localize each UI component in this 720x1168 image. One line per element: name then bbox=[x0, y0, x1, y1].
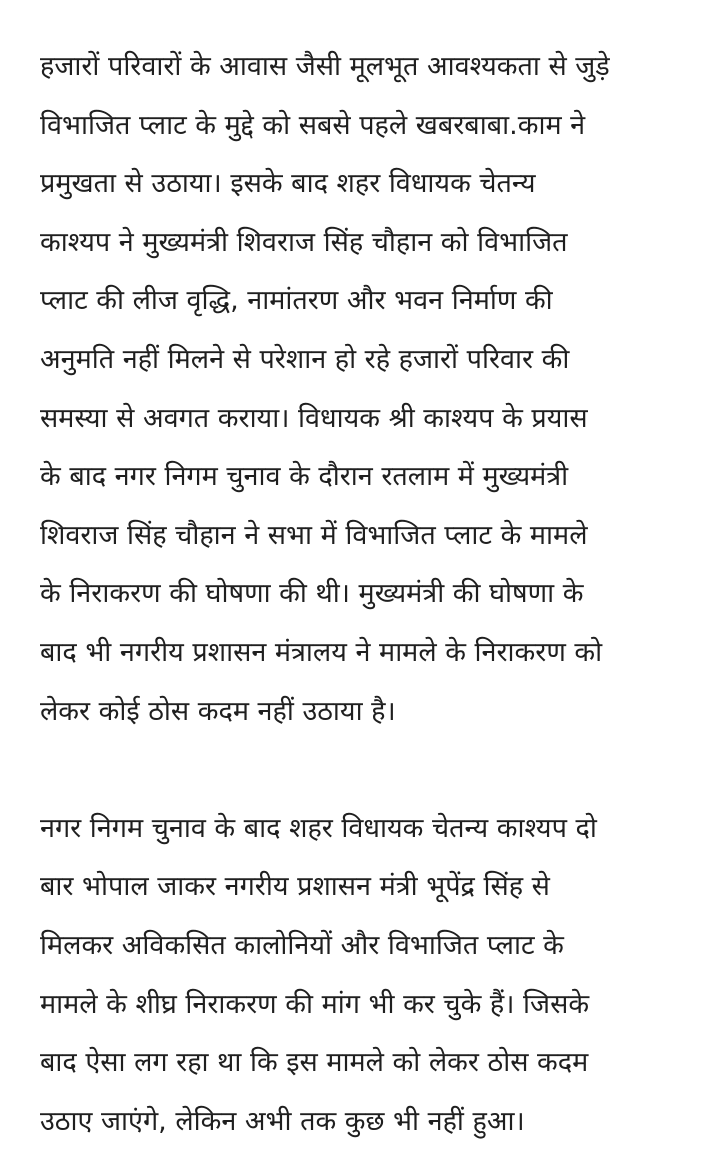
text-line: लेकर कोई ठोस कदम नहीं उठाया है। bbox=[40, 695, 396, 727]
text-line: बाद ऐसा लग रहा था कि इस मामले को लेकर ठोस कदम bbox=[40, 1047, 589, 1079]
text-line: नगर निगम चुनाव के बाद शहर विधायक चेतन्य काश्यप दो bbox=[40, 812, 597, 844]
text-line: मिलकर अविकसित कालोनियों और विभाजित प्लाट के bbox=[40, 929, 564, 961]
text-line: हजारों परिवारों के आवास जैसी मूलभूत आवश्यकता से जुड़े bbox=[40, 51, 610, 82]
paragraph-1 bbox=[40, 38, 690, 741]
paragraph-spacer bbox=[40, 741, 690, 800]
text-line: प्रमुखता से उठाया। इसके बाद शहर विधायक चेतन्य bbox=[40, 168, 536, 200]
text-line: विभाजित प्लाट के मुद्दे को सबसे पहले खबरबाबा.काम ने bbox=[40, 109, 586, 141]
text-line: शिवराज सिंह चौहान ने सभा में विभाजित प्लाट के मामले bbox=[40, 519, 588, 551]
paragraph-2 bbox=[40, 800, 690, 1152]
text-line: काश्यप ने मुख्यमंत्री शिवराज सिंह चौहान को विभाजित bbox=[40, 226, 568, 258]
text-line: के बाद नगर निगम चुनाव के दौरान रतलाम में मुख्यमंत्री bbox=[40, 461, 569, 493]
text-line: बाद भी नगरीय प्रशासन मंत्रालय ने मामले के निराकरण को bbox=[40, 636, 603, 668]
text-line: मामले के शीघ्र निराकरण की मांग भी कर चुके हैं। जिसके bbox=[40, 988, 590, 1020]
text-line: उठाए जाएंगे, लेकिन अभी तक कुछ भी नहीं हुआ। bbox=[40, 1105, 525, 1137]
text-line: के निराकरण की घोषणा की थी। मुख्यमंत्री की घोषणा के bbox=[40, 578, 584, 610]
article-body bbox=[40, 38, 690, 1151]
text-line: अनुमति नहीं मिलने से परेशान हो रहे हजारों परिवार की bbox=[40, 343, 570, 375]
text-line: प्लाट की लीज वृद्धि, नामांतरण और भवन निर्माण की bbox=[40, 285, 553, 317]
text-line: बार भोपाल जाकर नगरीय प्रशासन मंत्री भूपेंद्र सिंह से bbox=[40, 871, 550, 903]
text-line: समस्या से अवगत कराया। विधायक श्री काश्यप के प्रयास bbox=[40, 402, 588, 434]
